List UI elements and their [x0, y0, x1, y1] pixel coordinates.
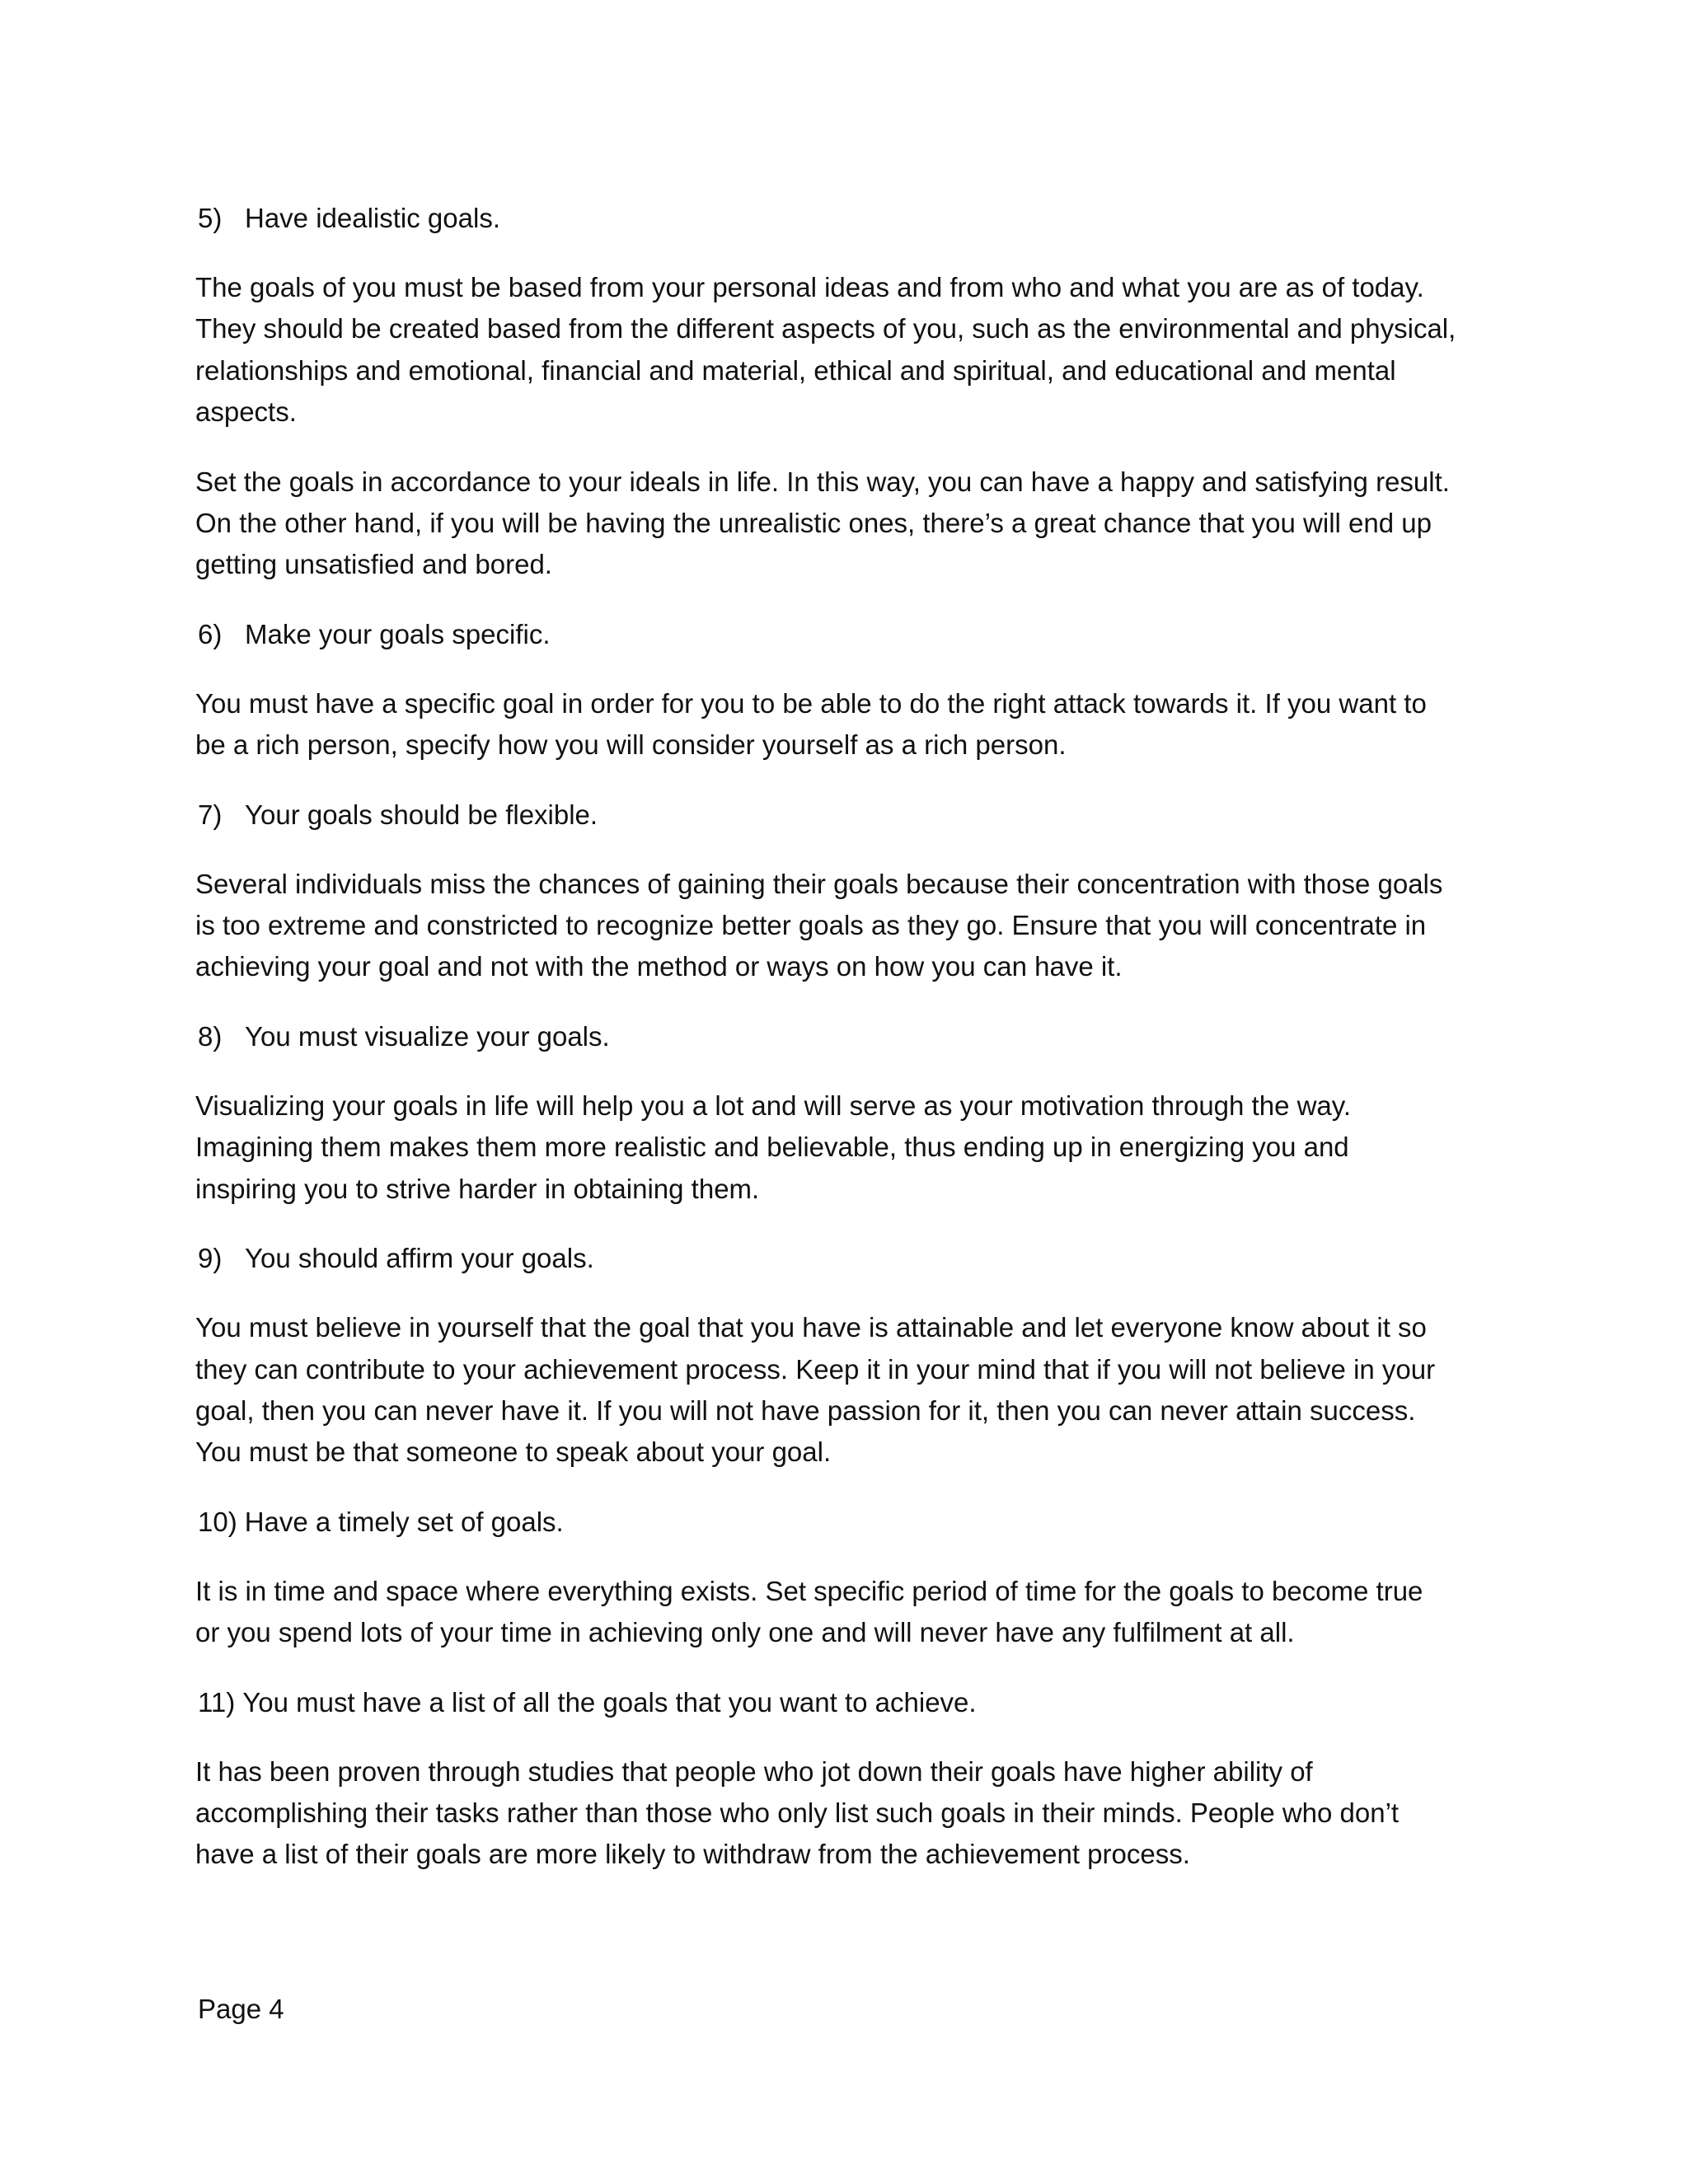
paragraph-line: inspiring you to strive harder in obtaining them. [195, 1173, 760, 1204]
paragraph-line: be a rich person, specify how you will consider yourself as a rich person. [195, 729, 1067, 761]
body-paragraph [195, 462, 1514, 586]
heading-text: You should affirm your goals. [245, 1243, 594, 1274]
paragraph-line: On the other hand, if you will be having the unrealistic ones, there’s a great chance that you will end up [195, 508, 1432, 539]
paragraph-line: or you spend lots of your time in achieving only one and will never have any fulfilment at all. [195, 1617, 1295, 1648]
list-number: 8) [198, 1020, 223, 1052]
paragraph-line: accomplishing their tasks rather than those who only list such goals in their minds. People who don’t [195, 1797, 1400, 1828]
paragraph-line: You must be that someone to speak about your goal. [195, 1436, 832, 1468]
paragraph-line: Visualizing your goals in life will help you a lot and will serve as your motivation through the way. [195, 1090, 1352, 1121]
heading-text: You must have a list of all the goals that you want to achieve. [242, 1686, 977, 1718]
paragraph-line: It has been proven through studies that people who jot down their goals have higher ability of [195, 1755, 1313, 1787]
paragraph-line: Imagining them makes them more realistic and believable, thus ending up in energizing you and [195, 1132, 1349, 1163]
section-heading [198, 1682, 1514, 1723]
body-paragraph [195, 1751, 1514, 1876]
paragraph-line: The goals of you must be based from your personal ideas and from who and what you are as of today. [195, 272, 1424, 302]
body-paragraph [195, 267, 1514, 434]
section-heading [198, 614, 1514, 655]
body-paragraph [195, 1085, 1514, 1210]
list-number: 10) [198, 1506, 237, 1537]
body-paragraph [195, 1307, 1514, 1474]
body-paragraph [195, 864, 1514, 988]
body-paragraph [195, 683, 1514, 766]
paragraph-line: They should be created based from the different aspects of you, such as the environmental and physical, [195, 313, 1456, 344]
section-heading [198, 1238, 1514, 1279]
body-paragraph [195, 1571, 1514, 1654]
section-heading [198, 1502, 1514, 1543]
paragraph-line: getting unsatisfied and bored. [195, 549, 552, 580]
section-heading [198, 1016, 1514, 1057]
heading-text: Your goals should be flexible. [245, 799, 598, 830]
paragraph-line: achieving your goal and not with the method or ways on how you can have it. [195, 951, 1123, 982]
list-number: 7) [198, 799, 223, 830]
section-heading [198, 198, 1514, 239]
page-footer: Page 4 [198, 1994, 284, 2024]
paragraph-line: they can contribute to your achievement process. Keep it in your mind that if you will not believe in your [195, 1353, 1436, 1385]
paragraph-line: It is in time and space where everything exists. Set specific period of time for the goals to become true [195, 1575, 1423, 1606]
paragraph-line: Several individuals miss the chances of gaining their goals because their concentration with those goals [195, 868, 1443, 899]
list-number: 9) [198, 1243, 223, 1274]
page-body [195, 198, 1514, 1904]
section-heading [198, 794, 1514, 836]
list-number: 6) [198, 618, 223, 649]
paragraph-line: aspects. [195, 396, 297, 428]
list-number: 5) [198, 203, 223, 233]
heading-text: You must visualize your goals. [245, 1020, 610, 1052]
heading-text: Make your goals specific. [245, 618, 551, 649]
heading-text: Have a timely set of goals. [244, 1506, 564, 1537]
paragraph-line: You must have a specific goal in order for you to be able to do the right attack towards it. If you want to [195, 687, 1427, 719]
paragraph-line: goal, then you can never have it. If you will not have passion for it, then you can never attain success. [195, 1394, 1416, 1426]
paragraph-line: relationships and emotional, financial and material, ethical and spiritual, and educational and mental [195, 354, 1396, 386]
list-number: 11) [198, 1686, 236, 1718]
paragraph-line: Set the goals in accordance to your ideals in life. In this way, you can have a happy and satisfying result. [195, 466, 1450, 497]
heading-text: Have idealistic goals. [245, 203, 500, 233]
paragraph-line: You must believe in yourself that the goal that you have is attainable and let everyone know about it so [195, 1312, 1427, 1343]
paragraph-line: is too extreme and constricted to recognize better goals as they go. Ensure that you will concentrate in [195, 910, 1427, 941]
paragraph-line: have a list of their goals are more likely to withdraw from the achievement process. [195, 1839, 1190, 1870]
